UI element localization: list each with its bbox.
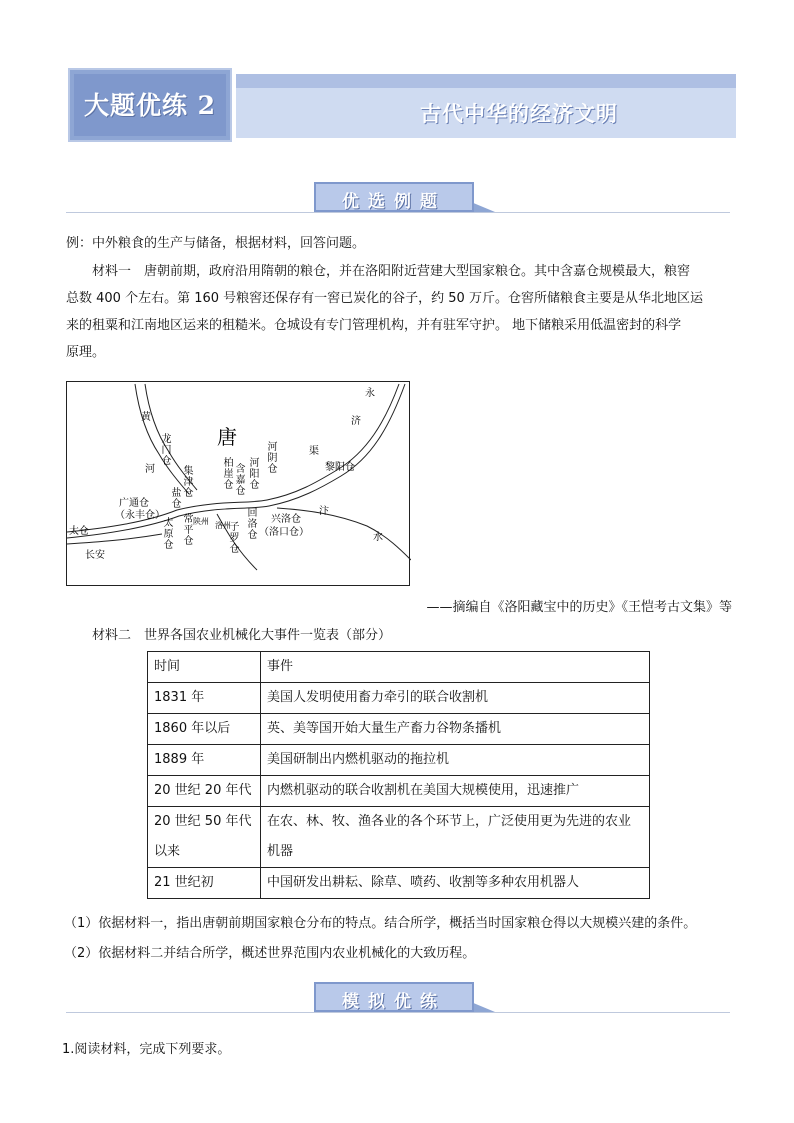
table-cell-time: 1889 年 [148, 745, 261, 776]
header-banner [68, 68, 736, 142]
material1-block [66, 258, 732, 366]
table-cell-time: 20 世纪 20 年代 [148, 776, 261, 807]
table-row [148, 683, 650, 714]
map-label-granary: 太仓 [69, 526, 89, 537]
table-row [148, 745, 650, 776]
map-label-granary: 集津仓 [183, 466, 194, 499]
table-cell-time: 1860 年以后 [148, 714, 261, 745]
table-cell-event: 中国研发出耕耘、除草、喷药、收割等多种农用机器人 [261, 868, 650, 899]
map-label-granary: 含嘉仓 [235, 464, 246, 497]
banner-right-title: 古代中华的经济文明 [420, 101, 618, 126]
map-label-granary: 河阴仓 [267, 442, 278, 475]
table-header-cell: 时间 [148, 652, 261, 683]
banner-right-block [236, 74, 736, 138]
practice-question: 1.阅读材料，完成下列要求。 [62, 1042, 231, 1057]
map-label-granary: （洛口仓） [259, 527, 309, 538]
table-row [148, 868, 650, 899]
map-label-river: 水 [373, 532, 383, 543]
question-2: （2）依据材料二并结合所学，概述世界范围内农业机械化的大致历程。 [64, 946, 476, 961]
section-title-examples: 优选例题 [342, 192, 446, 212]
map-label-granary: 太原仓 [163, 518, 174, 551]
map-label-granary: （永丰仓） [115, 510, 165, 521]
map-label-river: 永 [365, 388, 375, 399]
map-label-city: 长安 [85, 550, 105, 561]
table-cell-time: 21 世纪初 [148, 868, 261, 899]
map-label-river: 汴 [319, 506, 329, 517]
map-label-granary: 子罗仓 [229, 522, 240, 555]
table-cell-event: 美国人发明使用畜力牵引的联合收割机 [261, 683, 650, 714]
map-label-granary: 河阳仓 [249, 458, 260, 491]
table-cell-event: 在农、林、牧、渔各业的各个环节上，广泛使用更为先进的农业机器 [261, 807, 650, 868]
map-label-granary: 兴洛仓 [271, 514, 301, 525]
map-label-granary: 黎阳仓 [325, 462, 355, 473]
map-label-city: 洛州 [215, 521, 231, 530]
table-cell-event: 内燃机驱动的联合收割机在美国大规模使用，迅速推广 [261, 776, 650, 807]
material1-line: 材料一 唐朝前期，政府沿用隋朝的粮仓，并在洛阳附近营建大型国家粮仓。其中含嘉仓规模最大，粮窖 [92, 264, 691, 279]
banner-left-title: 大题优练 2 [83, 91, 217, 120]
map-label-river: 黄 [141, 412, 151, 423]
map-label-city: 陕州 [193, 517, 209, 526]
table-cell-event: 英、美等国开始大量生产畜力谷物条播机 [261, 714, 650, 745]
section-header-examples [66, 182, 730, 222]
table-header-row [148, 652, 650, 683]
map-label-granary: 广通仓 [119, 498, 149, 509]
material1-line: 总数 400 个左右。第 160 号粮窖还保存有一窖已炭化的谷子，约 50 万斤。仓窖所储粮食主要是从华北地区运 [66, 291, 703, 306]
material1-line: 来的租粟和江南地区运来的租糙米。仓城设有专门管理机构，并有驻军守护。 地下储粮采用低温密封的科学 [66, 318, 682, 333]
table-cell-event: 美国研制出内燃机驱动的拖拉机 [261, 745, 650, 776]
material1-line: 原理。 [66, 345, 106, 360]
map-label-river: 河 [145, 464, 155, 475]
table-row [148, 714, 650, 745]
source-citation: ——摘编自《洛阳藏宝中的历史》《王恺考古文集》等 [426, 600, 732, 615]
map-label-river: 济 [351, 416, 361, 427]
table-cell-time: 20 世纪 50 年代以来 [148, 807, 261, 868]
table-row [148, 807, 650, 868]
map-label-river: 渠 [309, 446, 319, 457]
material2-title: 材料二 世界各国农业机械化大事件一览表（部分） [92, 628, 392, 643]
section-header-practice [66, 982, 730, 1022]
map-label-granary: 盐仓 [171, 488, 182, 510]
table-row [148, 776, 650, 807]
map-label-granary: 龙门仓 [161, 434, 172, 467]
section-title-practice: 模拟优练 [342, 992, 446, 1012]
banner-left-block [68, 68, 232, 142]
intro-text: 例：中外粮食的生产与储备，根据材料，回答问题。 [66, 236, 366, 251]
tang-granary-map [66, 381, 410, 586]
map-label-granary: 回洛仓 [247, 508, 258, 541]
map-label-granary: 柏崖仓 [223, 458, 234, 491]
mechanization-table [147, 651, 650, 899]
map-label-granary: 常平仓 [183, 514, 194, 547]
question-1: （1）依据材料一，指出唐朝前期国家粮仓分布的特点。结合所学，概括当时国家粮仓得以大规模兴建的条件。 [64, 916, 697, 931]
table-header-cell: 事件 [261, 652, 650, 683]
table-cell-time: 1831 年 [148, 683, 261, 714]
map-label-tang: 唐 [217, 425, 237, 449]
